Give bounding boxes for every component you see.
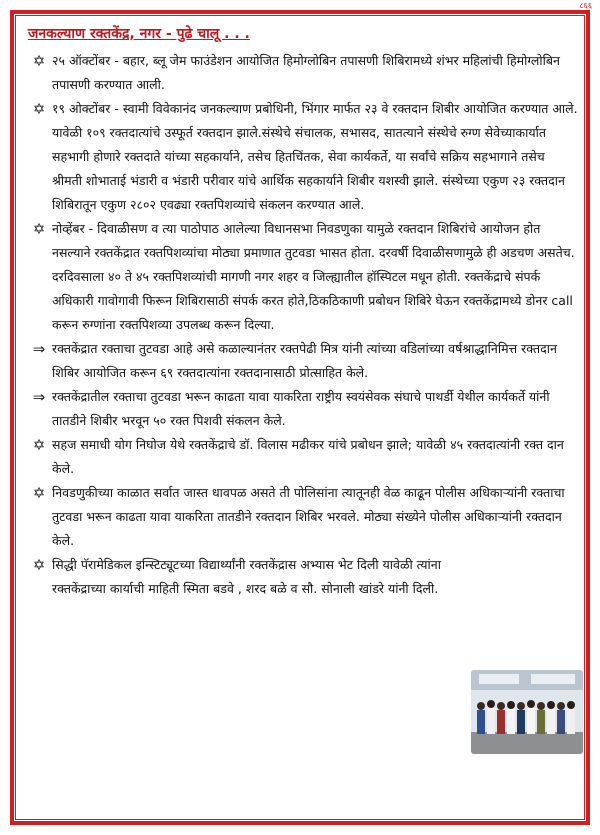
page-number: ८६६ — [579, 1, 592, 10]
list-item — [28, 97, 578, 217]
star-of-david-icon: ✡ — [32, 220, 46, 238]
group-photo — [471, 670, 583, 754]
star-of-david-icon: ✡ — [32, 484, 46, 502]
list-item — [28, 217, 578, 337]
list-item — [28, 553, 472, 601]
item-text: सिद्धी पॅरामेडिकल इन्स्टिट्यूटच्या विद्यार्थ्यांनी रक्तकेंद्रास अभ्यास भेट दिली यावेळी त्यांना रक्तकेंद्राच्या कार्याची माहिती स्मिता बडवे , शरद बळे व सौ. सोनाली खांडरे यांनी दिली. — [52, 557, 441, 596]
report-content — [28, 24, 578, 601]
list-item — [28, 433, 578, 481]
list-item — [28, 49, 578, 97]
star-of-david-icon: ✡ — [32, 436, 46, 454]
item-text: निवडणुकीच्या काळात सर्वात जास्त धावपळ असते ती पोलिसांना त्यातूनही वेळ काढून पोलीस अधिकाऱ्यांनी रक्ताचा तुटवडा भरून काढता यावा याकरिता तातडीने रक्तदान शिबिर भरवले. मोठ्या संख्येने पोलीस अधिकाऱ्यांनी रक्तदान केले. — [52, 485, 565, 548]
item-text: १९ ओक्टोंबर - स्वामी विवेकानंद जनकल्याण प्रबोधिनी, भिंगार मार्फत २३ वे रक्तदान शिबीर आयोजित करण्यात आले. यावेळी १०९ रक्तदात्यांचे उस्फूर्त रक्तदान झाले.संस्थेचे संचालक, सभासद, सातत्याने संस्थेचे रुग्ण सेवेच्याकार्यात सहभागी होणारे रक्तदाते यांच्या सहकार्याने, तसेच हितचिंतक, सेवा कार्यकर्ते, या सर्वांचे सक्रिय सहभागाने तसेच श्रीमती शोभाताई भंडारी व भंडारी परीवार यांचे आर्थिक सहकार्याने शिबीर यशस्वी झाले. संस्थेच्या एकुण २३ रक्तदान शिबिरातून एकुण २८०२ एवढ्या रक्तपिशव्यांचे संकलन करण्यात आले. — [52, 101, 578, 212]
item-text: २५ ऑक्टोंबर - बहार, ब्लू जेम फाउंडेशन आयोजित हिमोग्लोबिन तपासणी शिबिरामध्ये शंभर महिलांची हिमोग्लोबिन तपासणी करण्यात आली. — [52, 53, 560, 92]
item-text: सहज समाधी योग निघोज येथे रक्तकेंद्राचे डॉ. विलास मढीकर यांचे प्रबोधन झाले; यावेळी ४५ रक्तदात्यांनी रक्त दान केले. — [52, 437, 564, 476]
list-item — [28, 337, 578, 385]
page-title: जनकल्याण रक्तकेंद्र, नगर - पुढे चालू . . . — [28, 26, 250, 42]
arrow-right-icon: ⇒ — [32, 388, 46, 406]
star-of-david-icon: ✡ — [32, 52, 46, 70]
star-of-david-icon: ✡ — [32, 556, 46, 574]
list-item — [28, 481, 578, 553]
item-text: रक्तकेंद्रात रक्ताचा तुटवडा आहे असे कळाल्यानंतर रक्तपेढी मित्र यांनी त्यांच्या वडिलांच्या वर्षश्राद्धानिमित्त रक्तदान शिबिर आयोजित करून ६९ रक्तदात्यांना रक्तदानासाठी प्रोत्साहित केले. — [52, 341, 557, 380]
star-of-david-icon: ✡ — [32, 100, 46, 118]
list-item — [28, 385, 578, 433]
item-text: नोव्हेंबर - दिवाळीसण व त्या पाठोपाठ आलेल्या विधानसभा निवडणुका यामुळे रक्तदान शिबिरांचे आयोजन होत नसल्याने रक्तकेंद्रात रक्तपिशव्यांचा मोठ्या प्रमाणात तुटवडा भासत होता. दरवर्षी दिवाळीसणामुळे ही अडचण असतेच. दरदिवसाला ४० ते ४५ रक्तपिशव्यांची मागणी नगर शहर व जिल्ह्यातील हॉस्पिटल मधून होती. रक्तकेंद्राचे संपर्क अधिकारी गावोगावी फिरून शिबिरासाठी संपर्क करत होते,ठिकठिकाणी प्रबोधन शिबिरे घेऊन रक्तकेंद्रामध्ये डोनर call करून रुग्णांना रक्तपिशव्या उपलब्ध करून दिल्या. — [52, 221, 575, 332]
arrow-right-icon: ⇒ — [32, 340, 46, 358]
item-text: रक्तकेंद्रातील रक्ताचा तुटवडा भरून काढता यावा याकरिता राष्ट्रीय स्वयंसेवक संघाचे पाथर्डी येथील कार्यकर्ते यांनी तातडीने शिबीर भरवून ५० रक्त पिशवी संकलन केले. — [52, 389, 550, 428]
